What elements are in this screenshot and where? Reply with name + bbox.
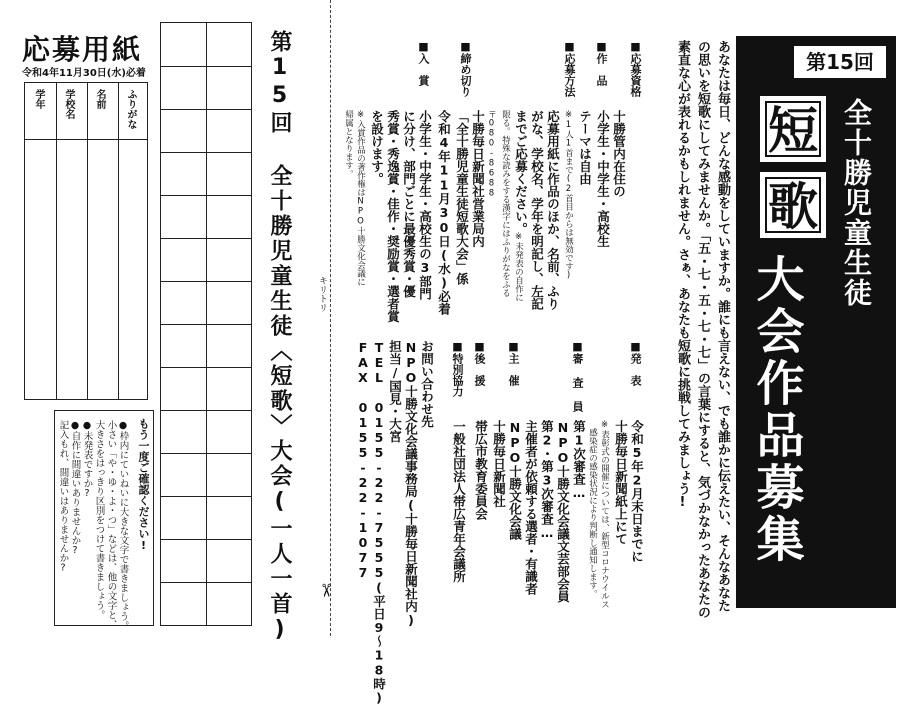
method-address: 〒080-8688: [486, 110, 497, 199]
name-label: 名前: [94, 89, 105, 109]
method-note: 限る。特殊な読みをする漢字にはふりがなをふる: [500, 110, 511, 297]
grade-input-cell[interactable]: [26, 140, 56, 399]
method-text: がな、学校名、学年を明記し、左記: [529, 110, 545, 310]
banner-subtitle: 全十勝児童生徒: [840, 98, 873, 308]
awards-note: ※入賞作品の著作権はNPO十勝文化会議に: [355, 110, 366, 286]
coop-text: 一般社団法人帯広青年会議所: [451, 420, 467, 583]
coop-label: ■特別協力: [451, 340, 464, 397]
grid-line: [161, 195, 251, 196]
host-text: 十勝毎日新聞社: [491, 420, 507, 508]
judges-text: 第1次審査…: [571, 420, 587, 500]
announce-note: ※表彰式の開催については、新型コロナウイルス: [599, 420, 610, 609]
announce-text: 令和5年2月末日までに: [629, 420, 645, 563]
awards-text: 小学生・中学生・高校生の3部門: [417, 110, 433, 300]
judges-text: 第2・第3次審査…: [539, 420, 555, 540]
work-label: ■作 品: [595, 40, 608, 86]
grid-line: [161, 496, 251, 497]
awards-note: 帰属となります。: [343, 110, 354, 178]
lead-paragraph: あなたは毎日、どんな感動をしていますか。誰にも言えない、でも誰かに伝えたい、そんなあなたの思いを短歌にしてみませんか。「五・七・五・七・七」の言葉にすると、気づかなかったあなたの素直な心が表れるかもしれません。さぁ、あなたも短歌に挑戦してみましょう!: [675, 40, 730, 619]
judges-text: 主催者が依頼する選者・有識者: [523, 420, 539, 595]
grid-line: [161, 582, 251, 583]
deadline-text: 令和4年11月30日(水)必着: [436, 110, 452, 315]
announce-note: 感染症の感染状況により判断し通知します。: [587, 428, 598, 598]
checklist-item: 大きさをはっきり区別をつけて書きましょう。: [93, 420, 105, 620]
deadline-label: ■締め切り: [459, 40, 472, 97]
checklist-item: 小さい「や・ゆ・よ・つ」などは、他の文字と、: [105, 420, 117, 629]
checklist-item: 記入もれ、間違いはありませんか?: [57, 420, 69, 574]
furigana-input-cell[interactable]: [119, 140, 147, 399]
contact-fax: FAX 0155-22-1077: [355, 340, 371, 580]
grid-line: [161, 152, 251, 153]
contact-office: NPO十勝文化会議事務局(十勝毎日新聞社内): [403, 340, 419, 628]
form-title: 応募用紙: [22, 33, 143, 66]
grid-line: [161, 539, 251, 540]
grid-line: [161, 410, 251, 411]
grid-line: [161, 66, 251, 67]
grid-line: [161, 453, 251, 454]
awards-text: 秀賞・秀逸賞・佳作・奨励賞・選者賞: [385, 110, 401, 323]
cut-line: [330, 0, 331, 636]
support-text: 帯広市教育委員会: [473, 420, 489, 520]
banner-main-title: 大会作品募集: [748, 254, 804, 566]
judges-text: NPO十勝文化会議文芸部会員: [555, 420, 571, 603]
announce-text: 十勝毎日新聞紙上にて: [613, 420, 629, 545]
scissors-icon: ✂: [315, 582, 337, 599]
contact-heading: お問い合わせ先: [419, 340, 435, 428]
method-label: ■応募方法: [563, 40, 576, 97]
checklist-heading: もう一度ご確認ください!: [137, 418, 150, 552]
method-text: までご応募ください。: [513, 110, 529, 235]
method-text: 応募用紙に作品のほか、名前、ふり: [545, 110, 561, 310]
awards-text: に分け、部門ごとに最優秀賞・優: [401, 110, 417, 298]
host-text: NPO十勝文化会議: [507, 420, 523, 540]
school-input-cell[interactable]: [57, 140, 87, 399]
method-address: 「全十勝児童生徒短歌大会」係: [454, 110, 470, 285]
grid-line: [161, 281, 251, 282]
contact-tel: TEL 0155-22-7555(平日9〜18時): [371, 340, 387, 705]
judges-label: ■審 査 員: [571, 340, 584, 412]
host-label: ■主 催: [507, 340, 520, 386]
grade-label: 学年: [33, 89, 44, 109]
work-note: ※1人1首まで(2首目からは無効です): [563, 110, 574, 281]
applicant-info-table: [24, 82, 148, 400]
checklist-item: ●枠内にていねいに大きな文字で書きましょう。: [117, 420, 129, 631]
cut-label: キリトリ: [317, 276, 327, 312]
grid-line: [161, 367, 251, 368]
eligibility-text: 小学生・中学生・高校生: [595, 110, 611, 248]
grid-line: [161, 109, 251, 110]
checklist-item: ●自作に間違いありませんか?: [69, 420, 81, 556]
contact-staff: 担当/国見・大宮: [387, 340, 403, 443]
grid-line: [161, 238, 251, 239]
name-input-cell[interactable]: [88, 140, 118, 399]
banner-big-char-2: 歌: [760, 172, 826, 238]
checklist-item: ●未発表ですか?: [81, 420, 93, 499]
awards-label: ■入 賞: [417, 40, 430, 86]
banner-edition: 第15回: [792, 44, 888, 80]
awards-text: を設けます。: [369, 110, 385, 185]
school-label: 学校名: [63, 89, 74, 119]
announce-label: ■発 表: [629, 340, 642, 386]
contest-title: 第15回 全十勝児童生徒〈短歌〉大会(一人一首): [267, 30, 292, 645]
eligibility-label: ■応募資格: [629, 40, 642, 97]
form-deadline: 令和4年11月30日(水)必着: [22, 68, 146, 79]
tanka-writing-grid[interactable]: [160, 22, 252, 626]
eligibility-text: 十勝管内在住の: [611, 110, 627, 198]
method-address: 十勝毎日新聞社営業局内: [470, 110, 486, 248]
grid-line: [161, 324, 251, 325]
support-label: ■後 援: [473, 340, 486, 386]
method-note: ※未発表の自作に: [513, 232, 524, 302]
banner-big-char-1: 短: [760, 96, 826, 162]
work-text: テーマは自由: [577, 110, 593, 185]
furigana-label: ふりがな: [125, 89, 136, 129]
